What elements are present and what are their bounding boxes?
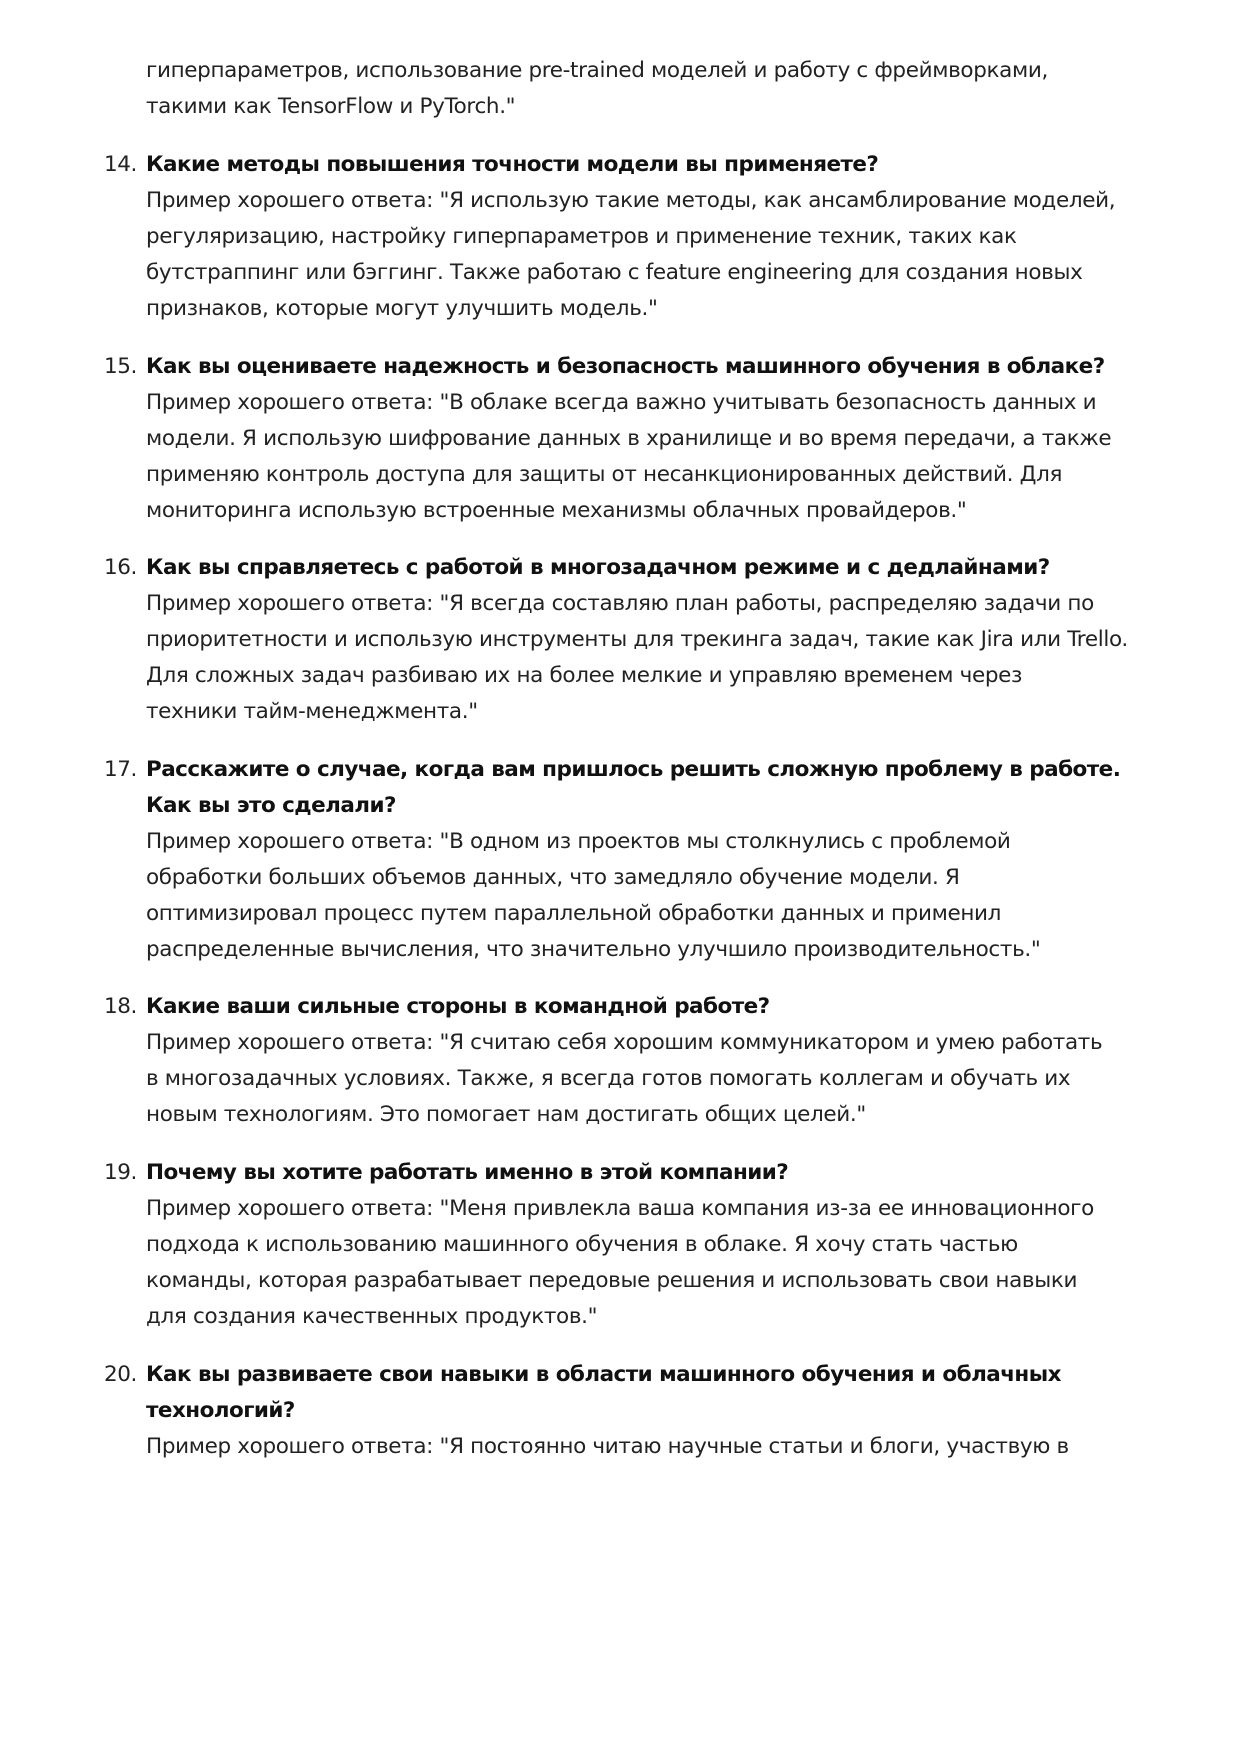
answer-line: мониторинга использую встроенные механизмы облачных провайдеров." [146, 498, 967, 523]
answer-line: Пример хорошего ответа: "Меня привлекла ваша компания из-за ее инновационного [146, 1196, 1094, 1221]
answer-line: Пример хорошего ответа: "В одном из проектов мы столкнулись с проблемой [146, 829, 1011, 854]
item-number: 15. [104, 354, 137, 379]
answer-line: регуляризацию, настройку гиперпараметров и применение техник, таких как [146, 224, 1017, 249]
item-number: 18. [104, 994, 137, 1019]
answer-line: обработки больших объемов данных, что замедляло обучение модели. Я [146, 865, 960, 890]
answer-line: Пример хорошего ответа: "В облаке всегда важно учитывать безопасность данных и [146, 390, 1097, 415]
answer-line: модели. Я использую шифрование данных в хранилище и во время передачи, а также [146, 426, 1112, 451]
question-text: Какие ваши сильные стороны в командной работе? [146, 994, 770, 1019]
answer-line: новым технологиям. Это помогает нам достигать общих целей." [146, 1102, 866, 1127]
question-text: Расскажите о случае, когда вам пришлось решить сложную проблему в работе. [146, 757, 1121, 782]
answer-line: Пример хорошего ответа: "Я считаю себя хорошим коммуникатором и умею работать [146, 1030, 1103, 1055]
answer-line: гиперпараметров, использование pre-trained моделей и работу с фреймворками, [146, 58, 1048, 83]
answer-line: распределенные вычисления, что значительно улучшило производительность." [146, 937, 1041, 962]
question-text: Как вы справляетесь с работой в многозадачном режиме и с дедлайнами? [146, 555, 1050, 580]
answer-line: техники тайм-менеджмента." [146, 699, 478, 724]
item-number: 17. [104, 757, 137, 782]
answer-line: Пример хорошего ответа: "Я постоянно читаю научные статьи и блоги, участвую в [146, 1434, 1069, 1459]
answer-line: в многозадачных условиях. Также, я всегда готов помогать коллегам и обучать их [146, 1066, 1071, 1091]
answer-line: для создания качественных продуктов." [146, 1304, 598, 1329]
item-number: 16. [104, 555, 137, 580]
answer-line: команды, которая разрабатывает передовые решения и использовать свои навыки [146, 1268, 1078, 1293]
item-number: 14. [104, 152, 137, 177]
item-number: 19. [104, 1160, 137, 1185]
answer-line: бутстраппинг или бэггинг. Также работаю с feature engineering для создания новых [146, 260, 1083, 285]
answer-line: применяю контроль доступа для защиты от несанкционированных действий. Для [146, 462, 1063, 487]
question-text: Какие методы повышения точности модели вы применяете? [146, 152, 879, 177]
answer-line: Пример хорошего ответа: "Я использую такие методы, как ансамблирование моделей, [146, 188, 1116, 213]
answer-line: оптимизировал процесс путем параллельной обработки данных и применил [146, 901, 1002, 926]
item-number: 20. [104, 1362, 137, 1387]
answer-line: такими как TensorFlow и PyTorch." [146, 94, 516, 119]
question-text: Как вы развиваете свои навыки в области машинного обучения и облачных [146, 1362, 1061, 1387]
answer-line: Для сложных задач разбиваю их на более мелкие и управляю временем через [146, 663, 1023, 688]
question-text: технологий? [146, 1398, 295, 1423]
question-text: Почему вы хотите работать именно в этой компании? [146, 1160, 789, 1185]
question-text: Как вы это сделали? [146, 793, 396, 818]
answer-line: признаков, которые могут улучшить модель." [146, 296, 658, 321]
answer-line: Пример хорошего ответа: "Я всегда составляю план работы, распределяю задачи по [146, 591, 1094, 616]
answer-line: подхода к использованию машинного обучения в облаке. Я хочу стать частью [146, 1232, 1018, 1257]
answer-line: приоритетности и использую инструменты для трекинга задач, такие как Jira или Trello. [146, 627, 1128, 652]
question-text: Как вы оцениваете надежность и безопасность машинного обучения в облаке? [146, 354, 1105, 379]
